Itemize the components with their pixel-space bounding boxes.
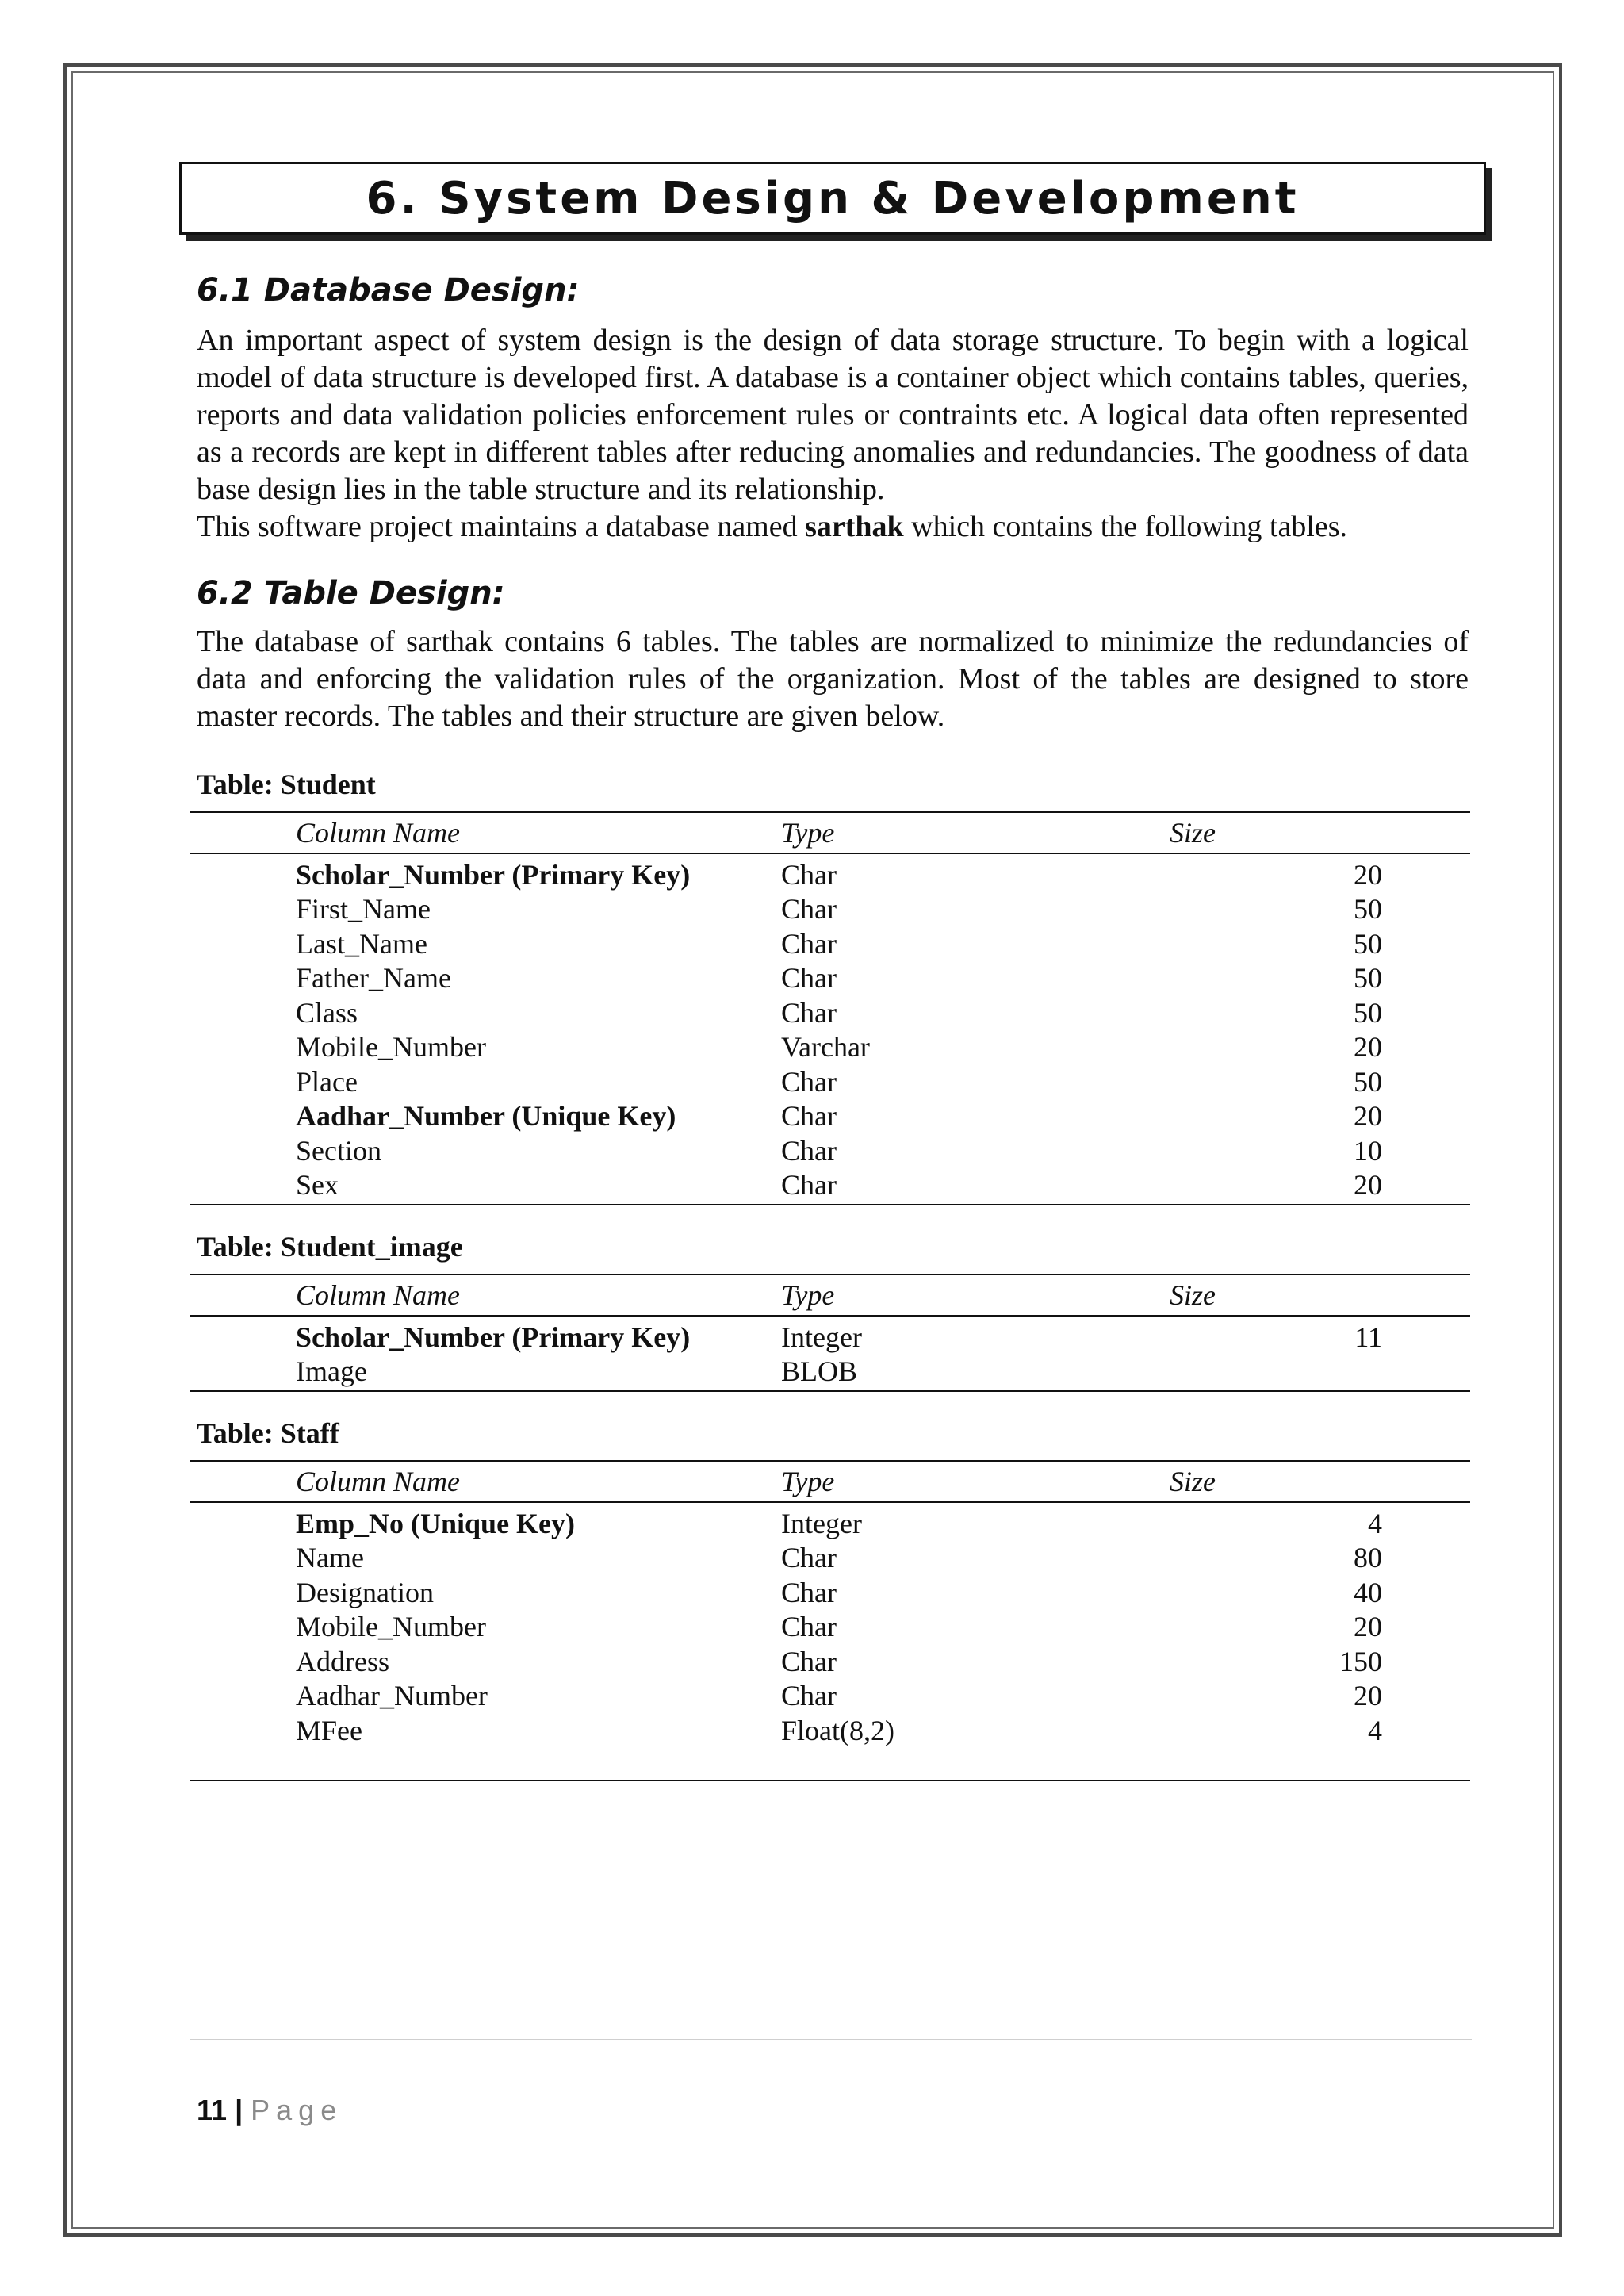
cell-column-name: MFee <box>296 1714 362 1746</box>
column-header-type: Type <box>781 1466 835 1497</box>
cell-size: 50 <box>1354 927 1382 960</box>
cell-size: 11 <box>1354 1320 1382 1353</box>
database-name: sarthak <box>805 510 904 543</box>
table-row <box>190 857 1470 892</box>
cell-column-name: Scholar_Number (Primary Key) <box>296 858 691 891</box>
cell-column-name: Scholar_Number (Primary Key) <box>296 1320 691 1353</box>
cell-type: Char <box>781 1645 837 1677</box>
cell-size: 50 <box>1354 996 1382 1029</box>
table-row <box>190 1575 1470 1610</box>
table-row <box>190 1506 1470 1541</box>
table-row <box>190 926 1470 961</box>
cell-type: Char <box>781 1576 837 1608</box>
page-number: 11 <box>197 2094 228 2126</box>
cell-type: Char <box>781 1100 837 1133</box>
cell-type: Char <box>781 858 837 891</box>
column-header-size: Size <box>1170 817 1216 849</box>
cell-column-name: Emp_No (Unique Key) <box>296 1507 576 1539</box>
cell-type: Integer <box>781 1320 862 1353</box>
table-row <box>190 892 1470 927</box>
database-name-paragraph <box>197 508 1469 546</box>
table-row <box>190 1679 1470 1714</box>
cell-size: 20 <box>1354 1680 1382 1712</box>
column-header-size: Size <box>1170 1279 1216 1311</box>
cell-size: 50 <box>1354 893 1382 926</box>
cell-column-name: Mobile_Number <box>296 1611 486 1643</box>
cell-type: Char <box>781 1169 837 1202</box>
table-row <box>190 1099 1470 1134</box>
cell-type: Char <box>781 1680 837 1712</box>
column-header-name: Column Name <box>296 1466 460 1497</box>
table-row <box>190 1320 1470 1355</box>
cell-column-name: Aadhar_Number (Unique Key) <box>296 1100 676 1133</box>
cell-column-name: Name <box>296 1542 364 1574</box>
table-row <box>190 995 1470 1030</box>
table-row <box>190 1541 1470 1576</box>
cell-size: 4 <box>1368 1714 1382 1746</box>
section-heading-table-design: 6.2 Table Design: <box>197 575 505 611</box>
cell-column-name: Address <box>296 1645 389 1677</box>
footer-separator: | <box>235 2094 243 2126</box>
table-student-image <box>190 1274 1470 1392</box>
section-heading-database-design: 6.1 Database Design: <box>197 272 580 309</box>
cell-size: 50 <box>1354 962 1382 995</box>
column-header-size: Size <box>1170 1466 1216 1497</box>
cell-column-name: First_Name <box>296 893 431 926</box>
table-staff <box>190 1460 1470 1781</box>
column-header-type: Type <box>781 1279 835 1311</box>
table-student <box>190 811 1470 1205</box>
chapter-title-box <box>179 162 1486 235</box>
cell-column-name: Aadhar_Number <box>296 1680 488 1712</box>
cell-size: 40 <box>1354 1576 1382 1608</box>
cell-size: 150 <box>1339 1645 1382 1677</box>
database-design-paragraph: An important aspect of system design is the design of data storage structure. To begin with a logical model of data structure is developed first. A database is a container object which contains tables, queries, reports and data validation policies enforcement rules or contraints etc. A logical data often represented as a records are kept in different tables after reducing anomalies and redundancies. The goodness of data base design lies in the table structure and its relationship. <box>197 324 1469 506</box>
cell-type: Char <box>781 1542 837 1574</box>
cell-type: Float(8,2) <box>781 1714 894 1746</box>
table-header <box>190 811 1470 854</box>
table-row <box>190 1610 1470 1645</box>
column-header-type: Type <box>781 817 835 849</box>
column-header-name: Column Name <box>296 817 460 849</box>
cell-column-name: Image <box>296 1355 367 1388</box>
database-name-text-before: This software project maintains a database named <box>197 510 806 543</box>
cell-type: BLOB <box>781 1355 858 1388</box>
table-row <box>190 1030 1470 1065</box>
table-row <box>190 1644 1470 1679</box>
cell-column-name: Section <box>296 1134 381 1167</box>
cell-type: Char <box>781 962 837 995</box>
cell-column-name: Last_Name <box>296 927 427 960</box>
table-label-student-image: Table: Student_image <box>197 1231 463 1263</box>
cell-column-name: Sex <box>296 1169 339 1202</box>
footer-divider <box>190 2039 1472 2040</box>
cell-column-name: Place <box>296 1065 358 1098</box>
page-label: Page <box>251 2094 343 2126</box>
table-design-paragraph: The database of sarthak contains 6 tables. The tables are normalized to minimize the redundancies of data and enforcing the validation rules of the organization. Most of the tables are designed to store master records. The tables and their structure are given below. <box>197 625 1469 733</box>
cell-type: Integer <box>781 1507 862 1539</box>
table-label-student: Table: Student <box>197 769 376 800</box>
cell-size: 50 <box>1354 1065 1382 1098</box>
table-body <box>190 1503 1470 1781</box>
cell-size: 4 <box>1368 1507 1382 1539</box>
cell-type: Char <box>781 927 837 960</box>
cell-type: Char <box>781 996 837 1029</box>
chapter-title: 6. System Design & Development <box>366 172 1300 224</box>
table-header <box>190 1460 1470 1503</box>
column-header-name: Column Name <box>296 1279 460 1311</box>
cell-type: Varchar <box>781 1031 870 1064</box>
table-body <box>190 854 1470 1205</box>
cell-size: 20 <box>1354 1100 1382 1133</box>
page-footer <box>197 2094 343 2127</box>
table-label-staff: Table: Staff <box>197 1417 339 1449</box>
table-row <box>190 1168 1470 1203</box>
cell-column-name: Father_Name <box>296 962 451 995</box>
table-header <box>190 1274 1470 1317</box>
cell-size: 80 <box>1354 1542 1382 1574</box>
cell-size: 20 <box>1354 1169 1382 1202</box>
cell-size: 20 <box>1354 858 1382 891</box>
cell-column-name: Class <box>296 996 358 1029</box>
cell-type: Char <box>781 1065 837 1098</box>
cell-size: 20 <box>1354 1611 1382 1643</box>
table-row <box>190 1133 1470 1168</box>
table-body <box>190 1317 1470 1392</box>
page-content <box>197 270 1469 1781</box>
cell-type: Char <box>781 1611 837 1643</box>
table-row <box>190 1355 1470 1389</box>
table-row <box>190 961 1470 996</box>
cell-size: 20 <box>1354 1031 1382 1064</box>
cell-column-name: Designation <box>296 1576 434 1608</box>
table-row <box>190 1064 1470 1099</box>
cell-column-name: Mobile_Number <box>296 1031 486 1064</box>
cell-type: Char <box>781 1134 837 1167</box>
table-row <box>190 1713 1470 1748</box>
cell-type: Char <box>781 893 837 926</box>
cell-size: 10 <box>1354 1134 1382 1167</box>
database-name-text-after: which contains the following tables. <box>903 510 1348 543</box>
